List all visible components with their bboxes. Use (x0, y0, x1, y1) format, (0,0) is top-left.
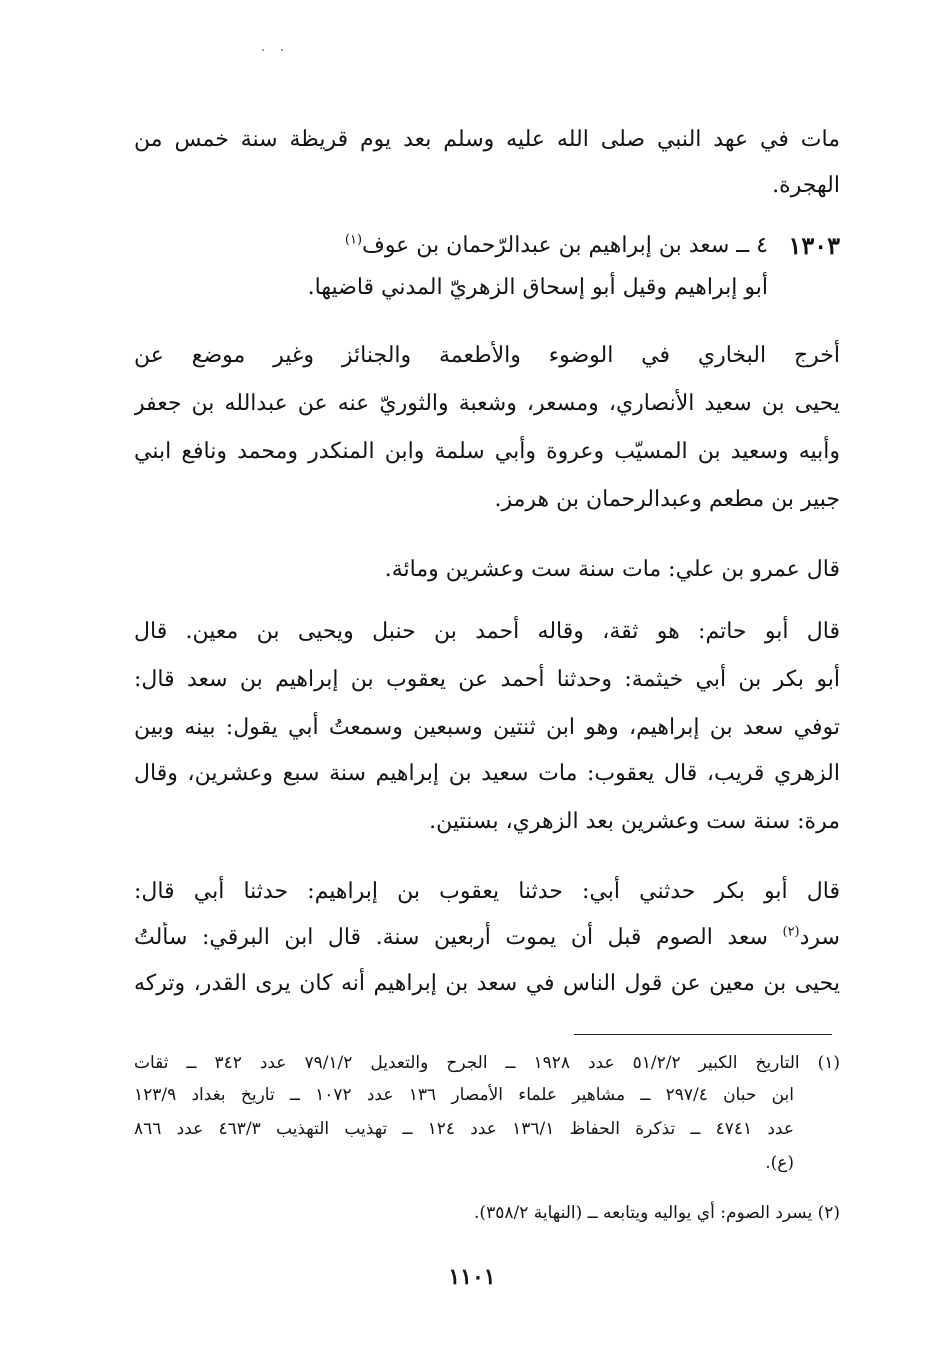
para5-line-3: يحيى بن معين عن قول الناس في سعد بن إبراهيم أنه كان يرى القدر، وتركه (134, 971, 840, 996)
scan-mark (262, 44, 302, 48)
footnote-1-line-4: (ع). (765, 1153, 794, 1173)
para5-line-1: قال أبو بكر حدثني أبي: حدثنا يعقوب بن إبراهيم: حدثنا أبي قال: (134, 879, 840, 904)
footnote-ref-1: (١) (344, 232, 363, 248)
para4-line-3: توفي سعد بن إبراهيم، وهو ابن ثنتين وسبعين وسمعتُ أبي يقول: بينه وبين (134, 715, 840, 740)
page-number: ١١٠١ (448, 1264, 496, 1290)
para1-line-1: مات في عهد النبي صلى الله عليه وسلم بعد يوم قريظة سنة خمس من (134, 127, 840, 152)
para5-line-2-start: سرد (799, 925, 840, 950)
para2-line-1: أخرج البخاري في الوضوء والأطعمة والجنائز وغير موضع عن (134, 343, 840, 368)
footnote-1-line-2: ابن حبان ٢٩٧/٤ ــ مشاهير علماء الأمصار ١٣٦ عدد ١٠٧٢ ــ تاريخ بغداد ١٢٣/٩ (134, 1085, 794, 1105)
para5-line-2 (134, 922, 840, 954)
para3-line-1: قال عمرو بن علي: مات سنة ست وعشرين ومائة. (384, 557, 840, 582)
para1-line-2: الهجرة. (772, 173, 840, 198)
para2-line-3: وأبيه وسعيد بن المسيّب وعروة وأبي سلمة وابن المنكدر ومحمد ونافع ابني (134, 439, 840, 464)
footnote-ref-2: (٢) (782, 924, 800, 940)
footnote-1-line-1: (١) التاريخ الكبير ٥١/٢/٢ عدد ١٩٢٨ ــ الجرح والتعديل ٧٩/١/٢ عدد ٣٤٢ ــ ثقات (134, 1053, 840, 1073)
para5-line-2-rest: سعد الصوم قبل أن يموت أربعين سنة. قال ابن البرقي: سألتُ (134, 925, 783, 950)
entry-kunya: أبو إبراهيم وقيل أبو إسحاق الزهريّ المدني قاضيها. (307, 275, 768, 300)
footnote-1-line-3: عدد ٤٧٤١ ــ تذكرة الحفاظ ١٣٦/١ عدد ١٢٤ ــ تهذيب التهذيب ٤٦٣/٣ عدد ٨٦٦ (134, 1119, 794, 1139)
para2-line-2: يحيى بن سعيد الأنصاري، ومسعر، وشعبة والثوريّ عنه عن عبدالله بن جعفر (134, 391, 840, 416)
entry-number: ١٣٠٣ (788, 231, 840, 260)
para4-line-5: مرة: سنة ست وعشرين بعد الزهري، بسنتين. (429, 809, 840, 834)
para4-line-4: الزهري قريب، قال يعقوب: مات سعيد بن إبراهيم سنة سبع وعشرين، وقال (134, 761, 840, 786)
entry-heading-text: ٤ ــ سعد بن إبراهيم بن عبدالرّحمان بن عوف (362, 233, 768, 258)
para4-line-1: قال أبو حاتم: هو ثقة، وقاله أحمد بن حنبل ويحيى بن معين. قال (134, 619, 840, 644)
footnote-separator (574, 1034, 832, 1035)
entry-heading (345, 230, 768, 262)
footnote-2-line-1: (٢) يسرد الصوم: أي يواليه ويتابعه ــ (النهاية ٣٥٨/٢). (474, 1203, 840, 1223)
para4-line-2: أبو بكر بن أبي خيثمة: وحدثنا أحمد عن يعقوب بن إبراهيم بن سعد قال: (134, 667, 840, 692)
para2-line-4: جبير بن مطعم وعبدالرحمان بن هرمز. (494, 487, 840, 512)
